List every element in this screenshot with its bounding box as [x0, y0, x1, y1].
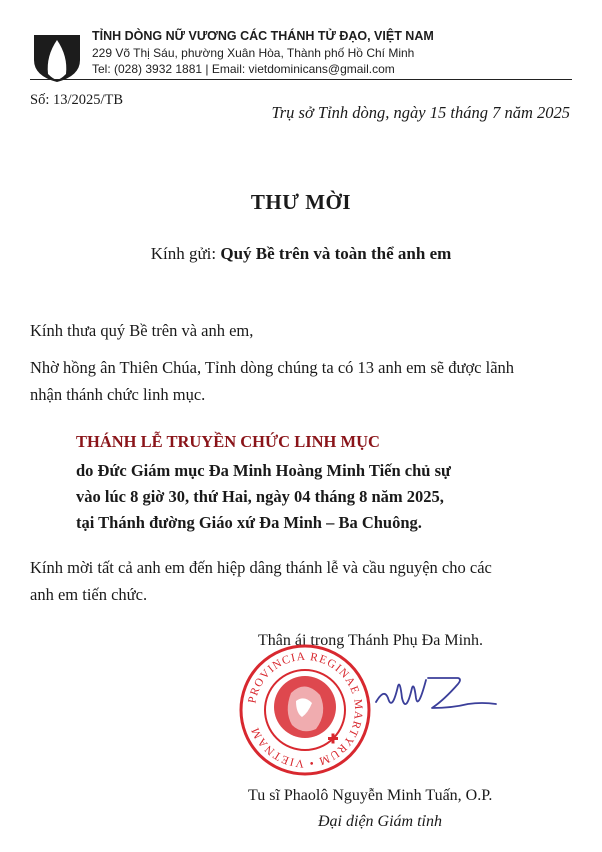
event-title: THÁNH LỄ TRUYỀN CHỨC LINH MỤC [76, 432, 380, 451]
header-divider [30, 79, 572, 80]
signer-name: Tu sĩ Phaolô Nguyễn Minh Tuấn, O.P. [248, 787, 493, 804]
org-contact: Tel: (028) 3932 1881 | Email: vietdominicans@gmail.com [92, 62, 395, 76]
paragraph-2-line-2: anh em tiến chức. [30, 585, 148, 604]
official-seal-icon [236, 641, 374, 779]
closing-text: Thân ái trong Thánh Phụ Đa Minh. [258, 632, 484, 649]
event-celebrant: do Đức Giám mục Đa Minh Hoàng Minh Tiến chủ sự [76, 461, 451, 480]
org-address: 229 Võ Thị Sáu, phường Xuân Hòa, Thành phố Hồ Chí Minh [92, 46, 415, 60]
paragraph-2-line-1: Kính mời tất cả anh em đến hiệp dâng thánh lễ và cầu nguyện cho các [30, 558, 492, 577]
document-reference: Số: 13/2025/TB [30, 92, 124, 108]
svg-text:PROVINCIA REGINAE MARTYRUM • V: PROVINCIA REGINAE MARTYRUM • VIETNAM [246, 650, 365, 770]
document-date: Trụ sở Tỉnh dòng, ngày 15 tháng 7 năm 2025 [271, 103, 570, 122]
event-time: vào lúc 8 giờ 30, thứ Hai, ngày 04 tháng 8 năm 2025, [76, 487, 444, 506]
salutation [0, 244, 602, 264]
signer-role: Đại diện Giám tỉnh [318, 813, 442, 830]
handwritten-signature-icon [372, 668, 502, 722]
dominican-shield-logo-icon [30, 30, 84, 84]
org-name: TỈNH DÒNG NỮ VƯƠNG CÁC THÁNH TỬ ĐẠO, VIỆT NAM [92, 29, 434, 43]
greeting: Kính thưa quý Bề trên và anh em, [30, 321, 254, 340]
salutation-prefix: Kính gửi: [150, 244, 221, 263]
event-location: tại Thánh đường Giáo xứ Đa Minh – Ba Chuông. [76, 513, 422, 532]
paragraph-1-line-1: Nhờ hồng ân Thiên Chúa, Tỉnh dòng chúng ta có 13 anh em sẽ được lãnh [30, 358, 515, 377]
salutation-recipient: Quý Bề trên và toàn thể anh em [220, 244, 452, 263]
document-title: THƯ MỜI [250, 190, 352, 214]
paragraph-1-line-2: nhận thánh chức linh mục. [30, 385, 206, 404]
